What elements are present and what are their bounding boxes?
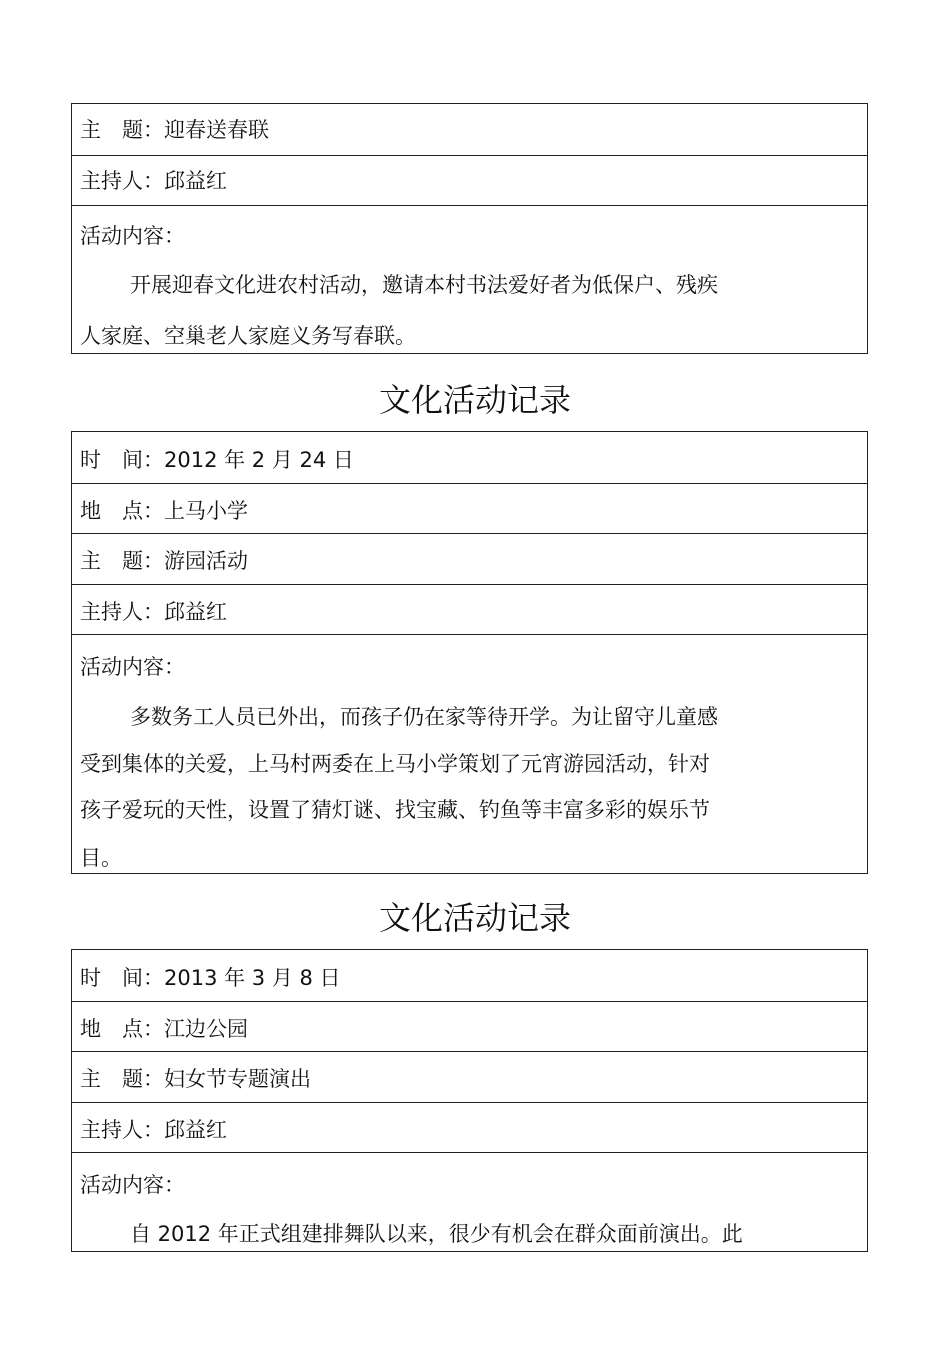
content-label: 活动内容：: [80, 224, 185, 248]
theme-row: [72, 533, 867, 584]
section-title: 文化活动记录: [378, 899, 571, 937]
time-row: [72, 950, 867, 1001]
theme-field: 主 题：妇女节专题演出: [80, 1067, 311, 1091]
place-row: [72, 483, 867, 533]
content-line: 目。: [80, 846, 122, 870]
theme-field: 主 题：迎春送春联: [80, 118, 269, 142]
host-row: [72, 155, 867, 205]
content-row: [72, 205, 867, 353]
theme-row: [72, 1051, 867, 1102]
content-line: 多数务工人员已外出，而孩子仍在家等待开学。为让留守儿童感: [130, 705, 718, 729]
place-field: 地 点：江边公园: [80, 1017, 248, 1041]
section-title: 文化活动记录: [378, 381, 571, 419]
record-table-2: [71, 431, 868, 874]
content-line: 自 2012 年正式组建排舞队以来，很少有机会在群众面前演出。此: [130, 1222, 743, 1246]
theme-field: 主 题：游园活动: [80, 549, 248, 573]
time-field: 时 间：2013 年 3 月 8 日: [80, 966, 341, 990]
theme-row: [72, 104, 867, 155]
record-table-3: [71, 949, 868, 1252]
host-field: 主持人：邱益红: [80, 1118, 227, 1142]
content-label: 活动内容：: [80, 1173, 185, 1197]
record-table-1: [71, 103, 868, 354]
content-line: 人家庭、空巢老人家庭义务写春联。: [80, 324, 416, 348]
host-field: 主持人：邱益红: [80, 600, 227, 624]
content-line: 受到集体的关爱，上马村两委在上马小学策划了元宵游园活动，针对: [80, 752, 710, 776]
place-field: 地 点：上马小学: [80, 499, 248, 523]
time-row: [72, 432, 867, 483]
content-row: [72, 1152, 867, 1252]
host-row: [72, 584, 867, 634]
content-label: 活动内容：: [80, 655, 185, 679]
content-line: 开展迎春文化进农村活动，邀请本村书法爱好者为低保户、残疾: [130, 273, 718, 297]
host-row: [72, 1102, 867, 1152]
content-line: 孩子爱玩的天性，设置了猜灯谜、找宝藏、钓鱼等丰富多彩的娱乐节: [80, 798, 710, 822]
host-field: 主持人：邱益红: [80, 169, 227, 193]
place-row: [72, 1001, 867, 1051]
time-field: 时 间：2012 年 2 月 24 日: [80, 448, 354, 472]
content-row: [72, 634, 867, 874]
